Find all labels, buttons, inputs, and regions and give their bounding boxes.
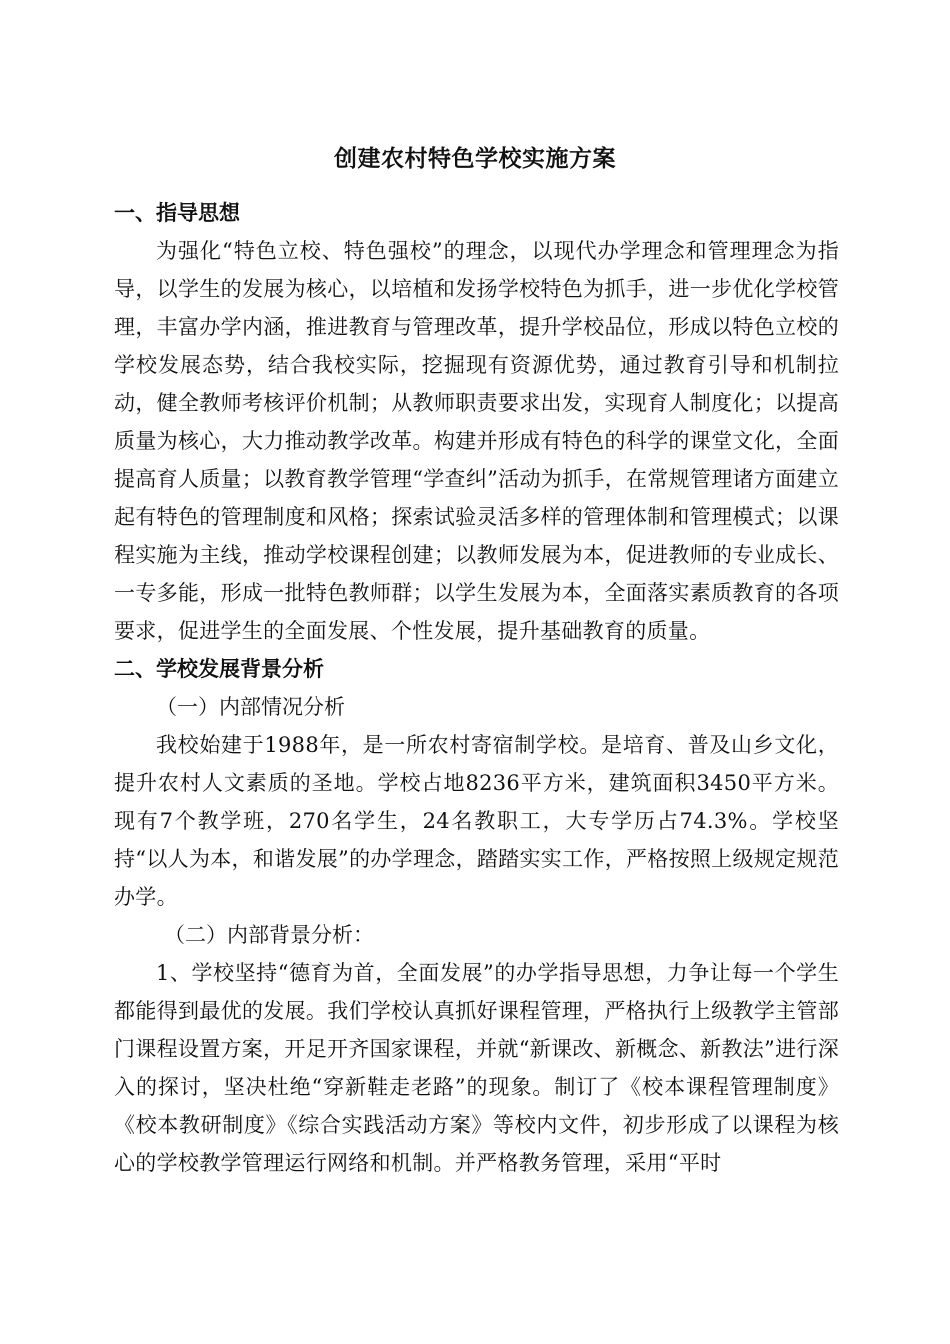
paragraph-internal-situation: 我校始建于1988年，是一所农村寄宿制学校。是培育、普及山乡文化，提升农村人文素质的圣地。学校占地8236平方米，建筑面积3450平方米。现有7个教学班，270名学生，24名教职工，大专学历占74.3%。学校坚持“以人为本，和谐发展”的办学理念，踏踏实实工作，严格按照上级规定规范办学。 [114, 733, 839, 909]
section-heading-guiding-ideology: 一、指导思想 [114, 200, 240, 225]
document-title: 创建农村特色学校实施方案 [334, 145, 616, 172]
subsection-heading-internal-background: （二）内部背景分析： [164, 923, 374, 947]
paragraph-internal-background: 1、学校坚持“德育为首，全面发展”的办学指导思想，力争让每一个学生都能得到最优的发展。我们学校认真抓好课程管理，严格执行上级教学主管部门课程设置方案，开足开齐国家课程，并就“新课改、新概念、新教法”进行深入的探讨，坚决杜绝“穿新鞋走老路”的现象。制订了《校本课程管理制度》《校本教研制度》《综合实践活动方案》等校内文件，初步形成了以课程为核心的学校教学管理运行网络和机制。并严格教务管理，采用“平时 [114, 961, 839, 1175]
paragraph-guiding-ideology: 为强化“特色立校、特色强校”的理念，以现代办学理念和管理理念为指导，以学生的发展为核心，以培植和发扬学校特色为抓手，进一步优化学校管理，丰富办学内涵，推进教育与管理改革，提升学校品位，形成以特色立校的学校发展态势，结合我校实际，挖掘现有资源优势，通过教育引导和机制拉动，健全教师考核评价机制；从教师职责要求出发，实现育人制度化；以提高质量为核心，大力推动教学改革。构建并形成有特色的科学的课堂文化，全面提高育人质量；以教育教学管理“学查纠”活动为抓手，在常规管理诸方面建立起有特色的管理制度和风格；探索试验灵活多样的管理体制和管理模式；以课程实施为主线，推动学校课程创建；以教师发展为本，促进教师的专业成长、一专多能，形成一批特色教师群；以学生发展为本，全面落实素质教育的各项要求，促进学生的全面发展、个性发展，提升基础教育的质量。 [114, 239, 839, 643]
subsection-heading-internal-situation: （一）内部情况分析 [156, 695, 345, 719]
document-body [114, 194, 839, 1182]
section-heading-background-analysis: 二、学校发展背景分析 [114, 656, 324, 681]
